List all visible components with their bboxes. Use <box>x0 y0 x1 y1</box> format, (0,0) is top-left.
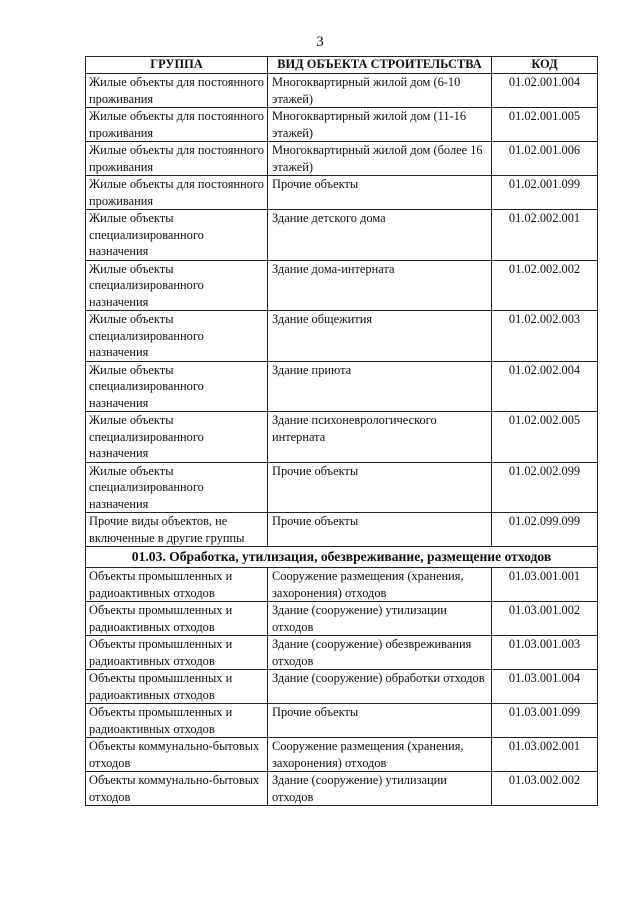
cell-code: 01.02.001.099 <box>492 176 598 210</box>
table-row <box>86 108 598 142</box>
header-kind: ВИД ОБЪЕКТА СТРОИТЕЛЬСТВА <box>268 57 492 74</box>
table-row <box>86 670 598 704</box>
cell-code: 01.02.001.004 <box>492 74 598 108</box>
cell-kind: Здание (сооружение) утилизации отходов <box>268 772 492 806</box>
cell-kind: Здание приюта <box>268 361 492 412</box>
cell-code: 01.02.002.005 <box>492 412 598 463</box>
cell-kind: Здание дома-интерната <box>268 260 492 311</box>
cell-group: Объекты промышленных и радиоактивных отходов <box>86 670 268 704</box>
section-title: 01.03. Обработка, утилизация, обезвреживание, размещение отходов <box>86 547 598 568</box>
table-row <box>86 636 598 670</box>
cell-kind: Прочие объекты <box>268 513 492 547</box>
cell-group: Объекты коммунально-бытовых отходов <box>86 738 268 772</box>
cell-kind: Прочие объекты <box>268 176 492 210</box>
cell-kind: Здание (сооружение) обезвреживания отходов <box>268 636 492 670</box>
cell-group: Жилые объекты для постоянного проживания <box>86 176 268 210</box>
cell-code: 01.02.002.002 <box>492 260 598 311</box>
cell-code: 01.03.001.099 <box>492 704 598 738</box>
cell-kind: Здание (сооружение) утилизации отходов <box>268 602 492 636</box>
cell-code: 01.02.002.003 <box>492 311 598 362</box>
table-row <box>86 176 598 210</box>
table-row <box>86 738 598 772</box>
cell-group: Жилые объекты специализированного назначения <box>86 462 268 513</box>
cell-code: 01.02.002.099 <box>492 462 598 513</box>
table-row <box>86 260 598 311</box>
cell-group: Жилые объекты специализированного назначения <box>86 412 268 463</box>
cell-group: Жилые объекты для постоянного проживания <box>86 142 268 176</box>
cell-group: Жилые объекты специализированного назначения <box>86 311 268 362</box>
cell-code: 01.03.001.002 <box>492 602 598 636</box>
cell-group: Прочие виды объектов, не включенные в другие группы <box>86 513 268 547</box>
table-row <box>86 704 598 738</box>
table-row <box>86 361 598 412</box>
cell-kind: Прочие объекты <box>268 462 492 513</box>
cell-code: 01.02.001.006 <box>492 142 598 176</box>
cell-group: Жилые объекты для постоянного проживания <box>86 108 268 142</box>
cell-group: Объекты промышленных и радиоактивных отходов <box>86 568 268 602</box>
table-row <box>86 513 598 547</box>
cell-code: 01.03.001.004 <box>492 670 598 704</box>
cell-code: 01.03.002.002 <box>492 772 598 806</box>
cell-code: 01.03.002.001 <box>492 738 598 772</box>
cell-group: Жилые объекты специализированного назначения <box>86 361 268 412</box>
table-row <box>86 412 598 463</box>
cell-group: Объекты промышленных и радиоактивных отходов <box>86 704 268 738</box>
table-row <box>86 568 598 602</box>
cell-kind: Сооружение размещения (хранения, захоронения) отходов <box>268 738 492 772</box>
cell-group: Жилые объекты для постоянного проживания <box>86 74 268 108</box>
cell-kind: Здание (сооружение) обработки отходов <box>268 670 492 704</box>
table-header-row <box>86 57 598 74</box>
table-row <box>86 462 598 513</box>
table-row <box>86 772 598 806</box>
cell-kind: Многоквартирный жилой дом (более 16 этажей) <box>268 142 492 176</box>
cell-kind: Многоквартирный жилой дом (6-10 этажей) <box>268 74 492 108</box>
cell-kind: Прочие объекты <box>268 704 492 738</box>
page-number: 3 <box>316 34 324 50</box>
section-row <box>86 547 598 568</box>
cell-code: 01.02.002.001 <box>492 210 598 261</box>
table-row <box>86 74 598 108</box>
table-row <box>86 311 598 362</box>
header-code: КОД <box>492 57 598 74</box>
cell-group: Жилые объекты специализированного назначения <box>86 210 268 261</box>
cell-code: 01.02.099.099 <box>492 513 598 547</box>
cell-group: Объекты коммунально-бытовых отходов <box>86 772 268 806</box>
cell-kind: Здание общежития <box>268 311 492 362</box>
cell-group: Объекты промышленных и радиоактивных отходов <box>86 602 268 636</box>
cell-group: Объекты промышленных и радиоактивных отходов <box>86 636 268 670</box>
cell-kind: Здание детского дома <box>268 210 492 261</box>
table-row <box>86 210 598 261</box>
cell-code: 01.03.001.003 <box>492 636 598 670</box>
header-group: ГРУППА <box>86 57 268 74</box>
table-row <box>86 602 598 636</box>
cell-code: 01.02.002.004 <box>492 361 598 412</box>
cell-kind: Здание психоневрологического интерната <box>268 412 492 463</box>
cell-kind: Сооружение размещения (хранения, захоронения) отходов <box>268 568 492 602</box>
classification-table <box>85 56 598 806</box>
table-row <box>86 142 598 176</box>
cell-group: Жилые объекты специализированного назначения <box>86 260 268 311</box>
cell-code: 01.02.001.005 <box>492 108 598 142</box>
cell-code: 01.03.001.001 <box>492 568 598 602</box>
cell-kind: Многоквартирный жилой дом (11-16 этажей) <box>268 108 492 142</box>
